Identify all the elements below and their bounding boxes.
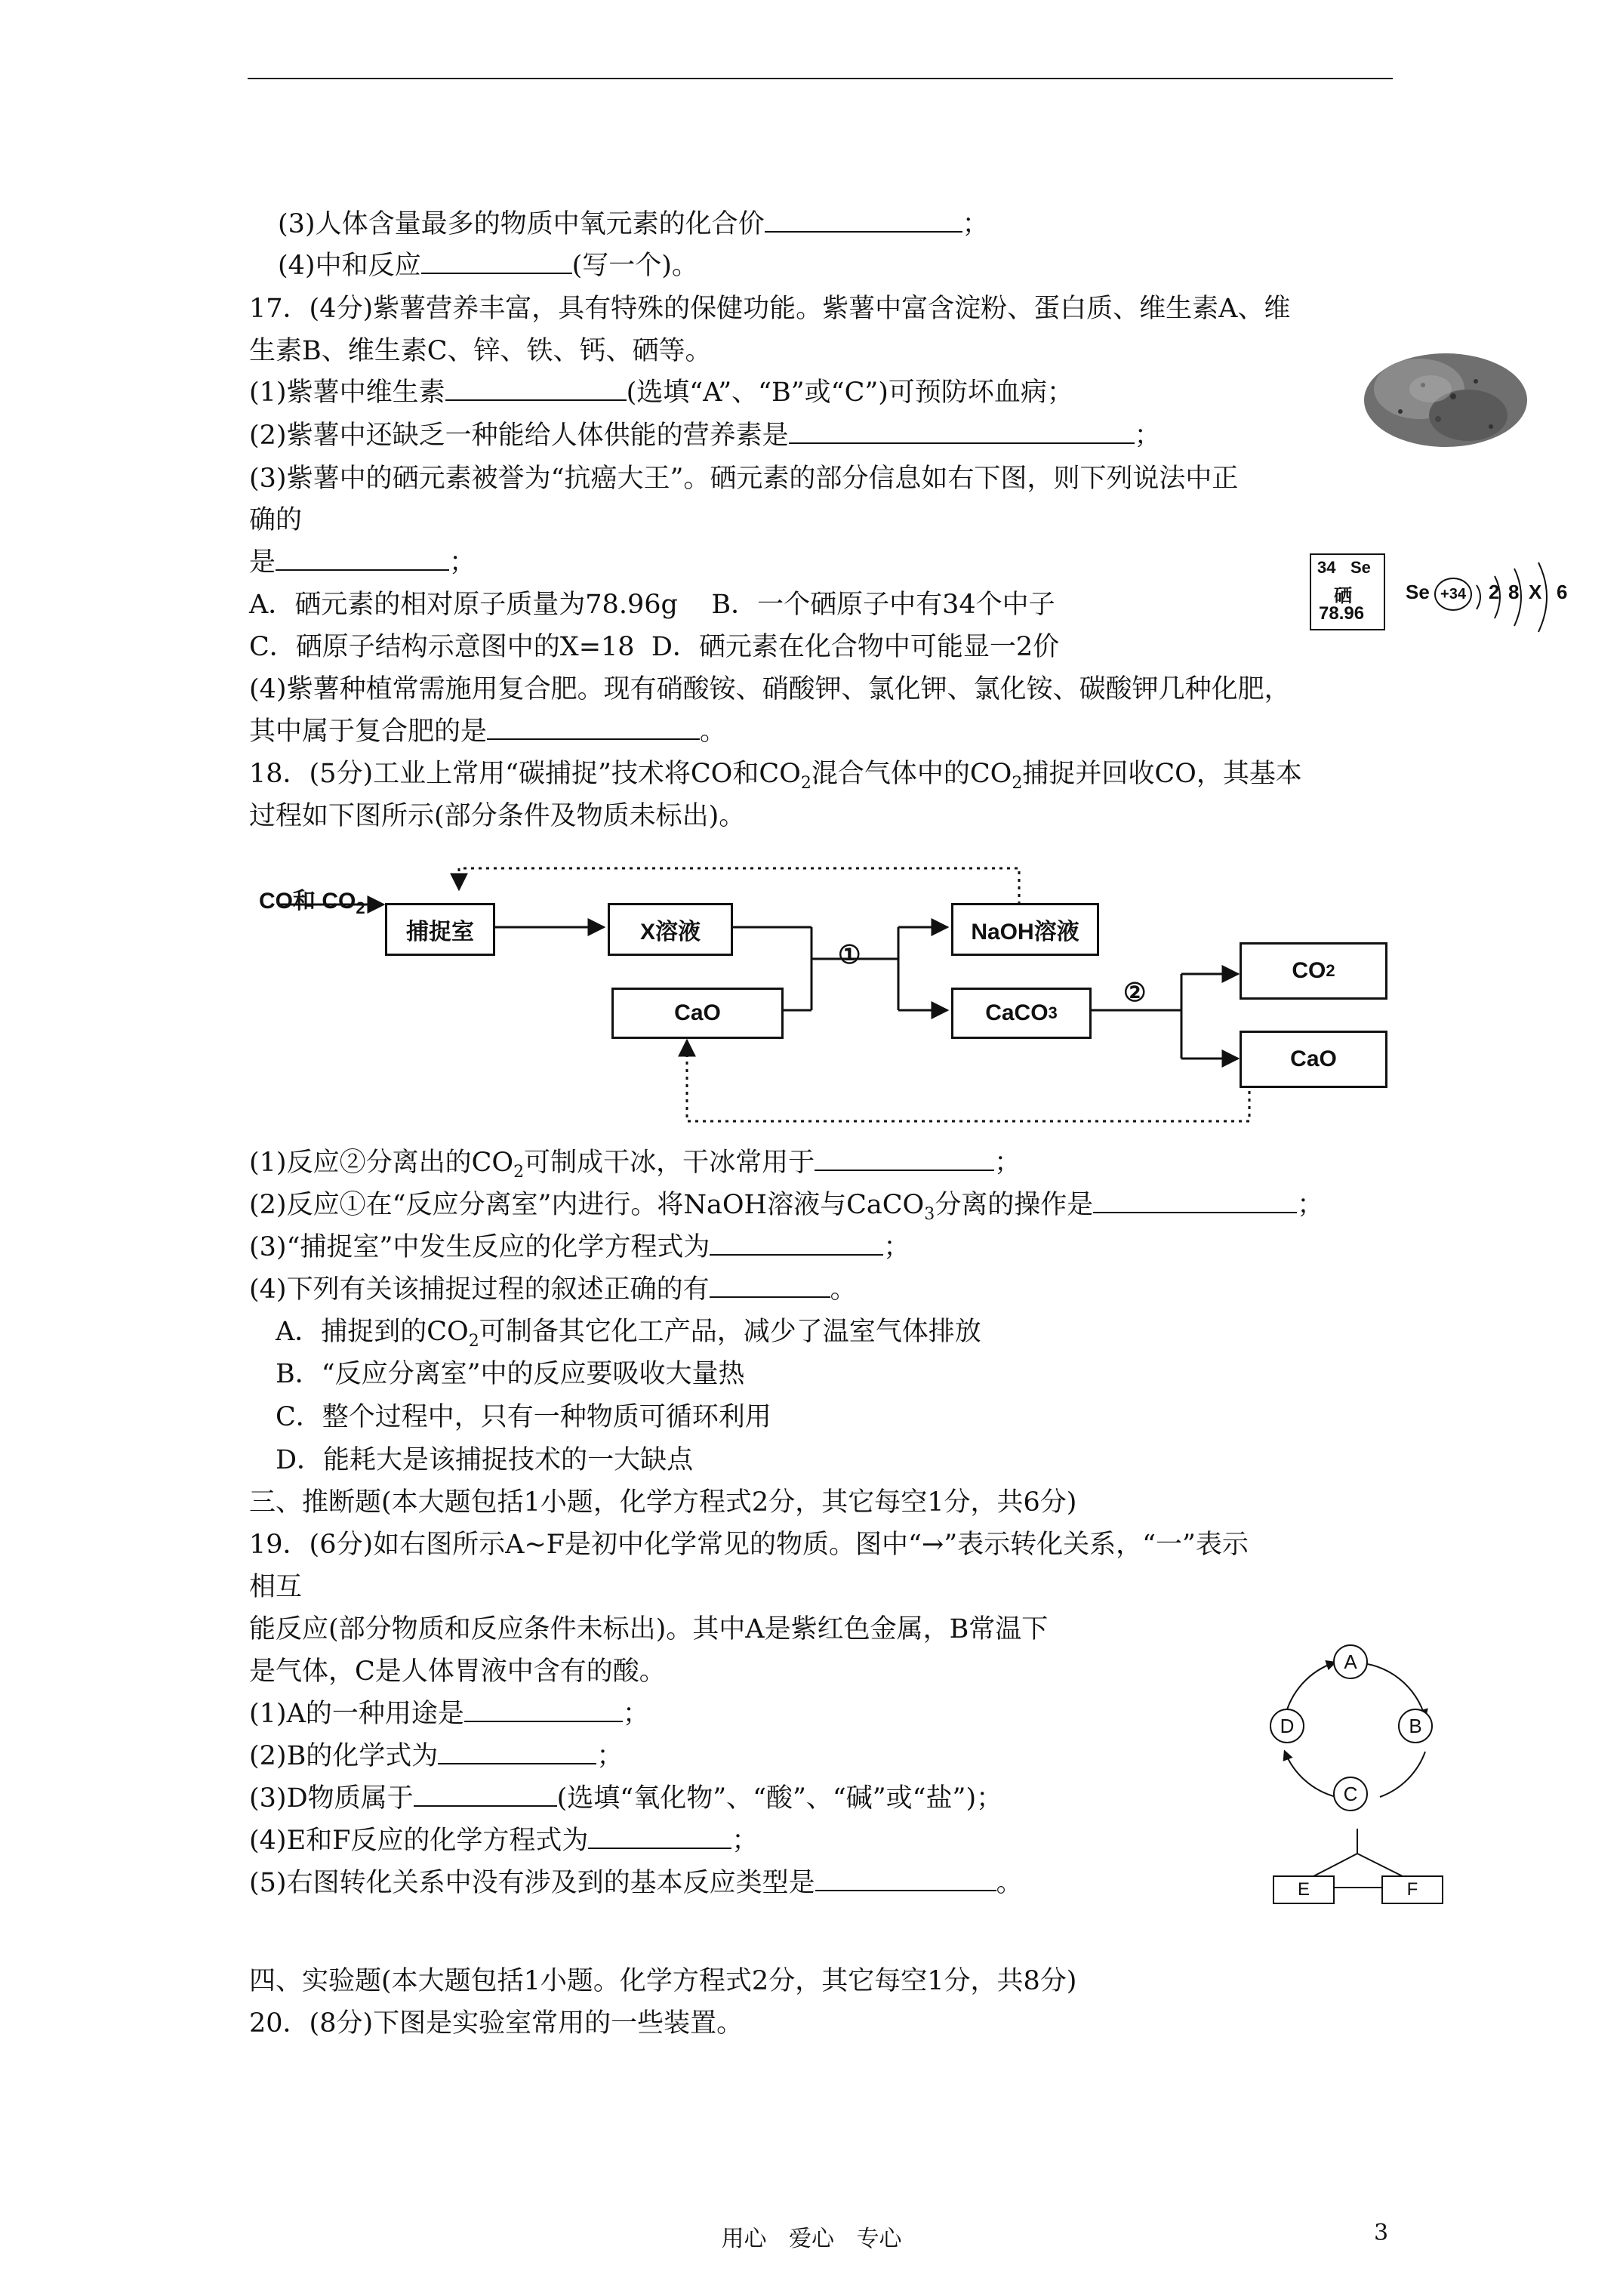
q18-item4: (4)下列有关该捕捉过程的叙述正确的有 。 bbox=[249, 1274, 857, 1305]
cao-right-box: CaO bbox=[1240, 1031, 1387, 1088]
selenium-atom-structure bbox=[1406, 570, 1579, 646]
page-footer: 用心 爱心 专心 bbox=[721, 2226, 902, 2252]
purple-sweet-potato-image bbox=[1355, 344, 1529, 457]
cao-left-box: CaO bbox=[611, 988, 784, 1039]
reaction-2-label: ② bbox=[1123, 978, 1147, 1008]
q19-item1: (1)A的一种用途是 ； bbox=[249, 1699, 649, 1729]
q19-item4: (4)E和F反应的化学方程式为 ； bbox=[249, 1826, 759, 1856]
atom-symbol: Se bbox=[1406, 581, 1430, 603]
q18-option-d: D．能耗大是该捕捉技术的一大缺点 bbox=[276, 1445, 694, 1475]
q20-stem: 20．(8分)下图是实验室常用的一些装置。 bbox=[249, 2008, 744, 2039]
shell1-electrons: 2 bbox=[1489, 581, 1500, 603]
q17-stem-line2: 生素B、维生素C、锌、铁、钙、硒等。 bbox=[249, 336, 712, 366]
node-c: C bbox=[1333, 1777, 1368, 1811]
reaction-1-label: ① bbox=[838, 940, 861, 970]
naoh-solution-box: NaOH溶液 bbox=[951, 903, 1099, 956]
q19-stem-line1: 19．(6分)如右图所示A~F是初中化学常见的物质。图中“→”表示转化关系，“一”表示 bbox=[249, 1530, 1249, 1560]
q17-item3-line2: 确的 bbox=[249, 505, 303, 535]
capture-chamber-box: 捕捉室 bbox=[385, 903, 495, 956]
caco3-box: CaCO 3 bbox=[951, 988, 1092, 1039]
q19-relation-diagram bbox=[1261, 1646, 1457, 1903]
node-f: F bbox=[1381, 1875, 1443, 1904]
element-name: 硒 bbox=[1334, 585, 1352, 606]
q19-stem-line4: 是气体，C是人体胃液中含有的酸。 bbox=[249, 1657, 666, 1687]
q19-stem-line3: 能反应(部分物质和反应条件未标出)。其中A是紫红色金属，B常温下 bbox=[249, 1614, 1049, 1644]
node-d: D bbox=[1270, 1709, 1304, 1743]
q19-item5: (5)右图转化关系中没有涉及到的基本反应类型是 。 bbox=[249, 1868, 1023, 1898]
q18-item1: (1)反应②分离出的$CO_2$可制成干冰，干冰常用于 ； bbox=[249, 1148, 1021, 1182]
q18-option-a: A．捕捉到的$CO_2$可制备其它化工产品，减少了温室气体排放 bbox=[276, 1317, 981, 1351]
node-a: A bbox=[1333, 1644, 1368, 1679]
section4-heading: 四、实验题(本大题包括1小题。化学方程式2分，其它每空1分，共8分) bbox=[249, 1966, 1077, 1996]
q17-item2: (2)紫薯中还缺乏一种能给人体供能的营养素是 ； bbox=[249, 421, 1161, 451]
q17-item1: (1)紫薯中维生素 (选填“A”、“B”或“C”)可预防坏血病； bbox=[249, 378, 1073, 408]
q18-item2: (2)反应①在“反应分离室”内进行。将NaOH溶液与CaCO$_3$分离的操作是 ； bbox=[249, 1190, 1324, 1224]
flow-input-label: CO和 $CO_2$ bbox=[259, 889, 365, 917]
atomic-number: 34 bbox=[1317, 558, 1336, 577]
co2-box: CO 2 bbox=[1240, 942, 1387, 1000]
section3-heading: 三、推断题(本大题包括1小题，化学方程式2分，其它每空1分，共6分) bbox=[249, 1487, 1077, 1518]
q16-line3: (3)人体含量最多的物质中氧元素的化合价 ； bbox=[278, 209, 989, 239]
q19-stem-line2: 相互 bbox=[249, 1572, 303, 1602]
q17-item4-line2: 其中属于复合肥的是 。 bbox=[249, 717, 727, 747]
q17-item3-line1: (3)紫薯中的硒元素被誉为“抗癌大王”。硒元素的部分信息如右下图，则下列说法中正 bbox=[249, 464, 1239, 494]
q17-options-cd: C．硒原子结构示意图中的X=18 D．硒元素在化合物中可能显一2价 bbox=[249, 632, 1060, 662]
header-rule bbox=[248, 78, 1393, 79]
shell3-electrons: X bbox=[1529, 581, 1542, 603]
node-b: B bbox=[1398, 1709, 1433, 1743]
q18-option-b: B．“反应分离室”中的反应要吸收大量热 bbox=[276, 1359, 745, 1389]
q17-options-ab: A．硒元素的相对原子质量为78.96g B．一个硒原子中有34个中子 bbox=[249, 590, 1055, 620]
atomic-mass: 78.96 bbox=[1319, 603, 1365, 624]
q18-stem-line1: 18．(5分)工业上常用“碳捕捉”技术将CO和$CO_2$混合气体中的$CO_2$捕捉并回收CO，其基本 bbox=[249, 759, 1302, 793]
x-solution-box: X溶液 bbox=[608, 903, 733, 956]
page-number: 3 bbox=[1374, 2220, 1389, 2246]
shell2-electrons: 8 bbox=[1508, 581, 1520, 603]
q17-item3-line3: 是 ； bbox=[249, 547, 476, 578]
q18-option-c: C．整个过程中，只有一种物质可循环利用 bbox=[276, 1402, 771, 1432]
selenium-element-tile bbox=[1310, 553, 1385, 630]
element-symbol: Se bbox=[1350, 558, 1371, 577]
nucleus: +34 bbox=[1434, 578, 1472, 611]
q18-item3: (3)“捕捉室”中发生反应的化学方程式为 ； bbox=[249, 1232, 910, 1262]
q17-item4-line1: (4)紫薯种植常需施用复合肥。现有硝酸铵、硝酸钾、氯化钾、氯化铵、碳酸钾几种化肥， bbox=[249, 674, 1291, 704]
q18-stem-line2: 过程如下图所示(部分条件及物质未标出)。 bbox=[249, 801, 746, 831]
shell4-electrons: 6 bbox=[1557, 581, 1568, 603]
q19-item3: (3)D物质属于 (选填“氧化物”、“酸”、“碱”或“盐”)； bbox=[249, 1783, 1003, 1814]
node-e: E bbox=[1273, 1875, 1335, 1904]
q19-item2: (2)B的化学式为 ； bbox=[249, 1741, 624, 1771]
q16-line4: (4)中和反应 (写一个)。 bbox=[278, 251, 698, 281]
q17-stem-line1: 17．(4分)紫薯营养丰富，具有特殊的保健功能。紫薯中富含淀粉、蛋白质、维生素A、维 bbox=[249, 294, 1291, 324]
